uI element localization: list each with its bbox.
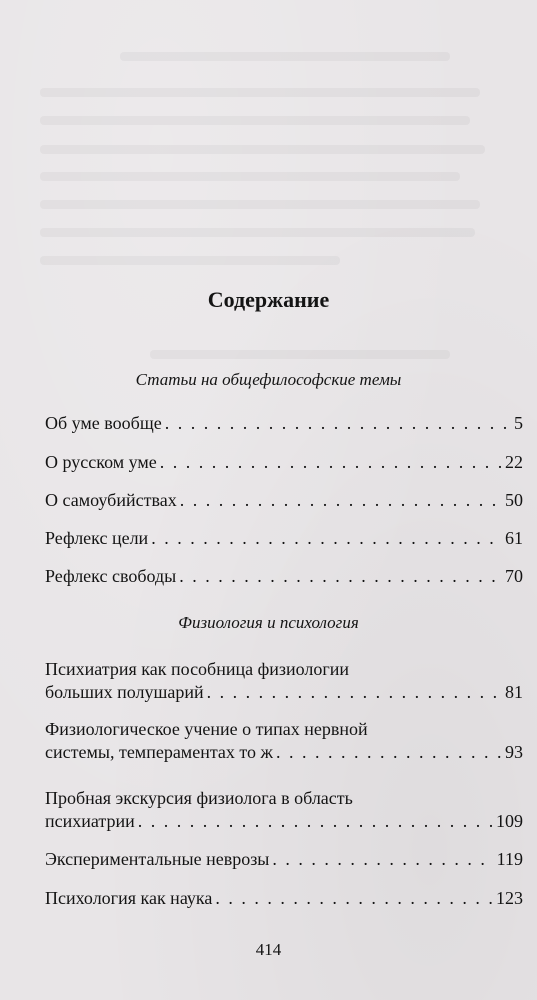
- toc-page-number: 119: [496, 849, 523, 869]
- toc-entry-title: Психология как наука: [45, 888, 213, 908]
- toc-page-number: 109: [496, 811, 523, 831]
- bleed-through-line: [40, 116, 470, 125]
- toc-entry[interactable]: [45, 489, 523, 512]
- toc-page-number: 123: [496, 888, 523, 908]
- dot-leader: [215, 887, 492, 910]
- bleed-through-line: [40, 200, 480, 209]
- bleed-through-line: [40, 172, 460, 181]
- toc-page-number: 5: [514, 413, 523, 433]
- toc-page-number: 81: [505, 682, 523, 702]
- dot-leader: [138, 810, 492, 833]
- toc-entry[interactable]: [45, 412, 523, 435]
- toc-entry-title: Рефлекс свободы: [45, 566, 177, 586]
- section-heading: Статьи на общефилософские темы: [135, 370, 402, 389]
- bleed-through-line: [120, 52, 450, 61]
- toc-entry[interactable]: [45, 718, 523, 764]
- toc-page-number: 22: [505, 452, 523, 472]
- dot-leader: [165, 412, 510, 435]
- toc-entry[interactable]: [45, 787, 523, 833]
- page-title: Содержание: [207, 287, 330, 312]
- dot-leader: [151, 527, 501, 550]
- toc-entry-title-continued: больших полушарий: [45, 682, 204, 702]
- bleed-through-line: [150, 350, 450, 359]
- toc-entry-title: Рефлекс цели: [45, 528, 149, 548]
- toc-page-number: 50: [505, 490, 523, 510]
- toc-entry-title-continued: психиатрии: [45, 811, 135, 831]
- toc-entry[interactable]: [45, 527, 523, 550]
- toc-entry[interactable]: [45, 565, 523, 588]
- toc-entry-title: Экспериментальные неврозы: [45, 849, 270, 869]
- toc-page-number: 70: [505, 566, 523, 586]
- section-heading: Физиология и психология: [178, 613, 359, 632]
- bleed-through-line: [40, 256, 340, 265]
- dot-leader: [179, 565, 501, 588]
- toc-entry-title: Психиатрия как пособница физиологии: [45, 659, 350, 679]
- toc-page-number: 61: [505, 528, 523, 548]
- toc-entry-title: Пробная экскурсия физиолога в область: [45, 788, 353, 808]
- dot-leader: [207, 681, 501, 704]
- dot-leader: [272, 848, 492, 871]
- dot-leader: [180, 489, 501, 512]
- toc-entry[interactable]: [45, 887, 523, 910]
- bleed-through-line: [40, 88, 480, 97]
- toc-page-number: 93: [505, 742, 523, 762]
- toc-entry-title: О русском уме: [45, 452, 157, 472]
- toc-entry-title: О самоубийствах: [45, 490, 177, 510]
- dot-leader: [276, 741, 501, 764]
- dot-leader: [160, 451, 501, 474]
- toc-entry[interactable]: [45, 658, 523, 704]
- toc-entry-title: Физиологическое учение о типах нервной: [45, 719, 368, 739]
- toc-entry[interactable]: [45, 451, 523, 474]
- bleed-through-line: [40, 145, 485, 154]
- bleed-through-line: [40, 228, 475, 237]
- page-number-footer: 414: [255, 940, 282, 959]
- toc-entry-title: Об уме вообще: [45, 413, 162, 433]
- toc-entry-title-continued: системы, темпераментах то ж: [45, 742, 273, 762]
- toc-entry[interactable]: [45, 848, 523, 871]
